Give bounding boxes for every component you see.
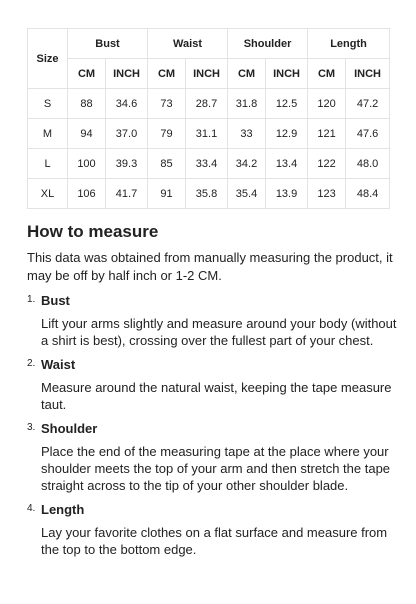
step-title: Shoulder <box>41 421 98 436</box>
list-item <box>27 356 397 413</box>
table-cell: 12.5 <box>266 89 308 119</box>
table-row <box>28 179 390 209</box>
unit-cm-header: CM <box>68 59 106 89</box>
table-cell: 120 <box>308 89 346 119</box>
how-to-measure-title: How to measure <box>27 222 159 241</box>
table-cell: 94 <box>68 119 106 149</box>
table-cell: 73 <box>148 89 186 119</box>
size-cell: XL <box>28 179 68 209</box>
step-number: 2. <box>27 358 36 369</box>
unit-cm-header: CM <box>308 59 346 89</box>
list-item <box>27 420 397 494</box>
table-cell: 12.9 <box>266 119 308 149</box>
table-header-row-groups <box>28 29 390 59</box>
size-chart-table <box>27 28 390 209</box>
table-row <box>28 149 390 179</box>
table-cell: 13.4 <box>266 149 308 179</box>
size-cell: S <box>28 89 68 119</box>
size-header: Size <box>28 29 68 89</box>
table-cell: 33.4 <box>186 149 228 179</box>
step-description: Lift your arms slightly and measure around your body (without a shirt is best), crossing over the fullest part of your chest. <box>41 316 397 348</box>
step-title: Length <box>41 502 85 517</box>
table-cell: 33 <box>228 119 266 149</box>
step-description: Measure around the natural waist, keeping the tape measure taut. <box>41 380 392 412</box>
unit-cm-header: CM <box>228 59 266 89</box>
table-cell: 47.2 <box>346 89 390 119</box>
table-row <box>28 89 390 119</box>
step-number: 1. <box>27 294 36 305</box>
step-title: Bust <box>41 293 70 308</box>
list-item <box>27 292 397 349</box>
step-number: 3. <box>27 422 36 433</box>
unit-inch-header: INCH <box>266 59 308 89</box>
table-cell: 35.4 <box>228 179 266 209</box>
table-header-row-units <box>28 59 390 89</box>
table-cell: 79 <box>148 119 186 149</box>
table-cell: 13.9 <box>266 179 308 209</box>
unit-inch-header: INCH <box>346 59 390 89</box>
table-cell: 48.0 <box>346 149 390 179</box>
table-cell: 91 <box>148 179 186 209</box>
table-cell: 85 <box>148 149 186 179</box>
table-cell: 41.7 <box>106 179 148 209</box>
unit-inch-header: INCH <box>106 59 148 89</box>
table-cell: 39.3 <box>106 149 148 179</box>
table-cell: 100 <box>68 149 106 179</box>
measure-steps-list <box>27 292 397 565</box>
table-cell: 106 <box>68 179 106 209</box>
table-row <box>28 119 390 149</box>
size-cell: L <box>28 149 68 179</box>
shoulder-header: Shoulder <box>228 29 308 59</box>
step-number: 4. <box>27 503 36 514</box>
table-cell: 122 <box>308 149 346 179</box>
measure-intro-text: This data was obtained from manually measuring the product, it may be off by half inch or 1-2 CM. <box>27 250 393 283</box>
table-cell: 37.0 <box>106 119 148 149</box>
table-cell: 31.1 <box>186 119 228 149</box>
table-cell: 35.8 <box>186 179 228 209</box>
list-item <box>27 501 397 558</box>
table-cell: 88 <box>68 89 106 119</box>
table-cell: 48.4 <box>346 179 390 209</box>
unit-cm-header: CM <box>148 59 186 89</box>
unit-inch-header: INCH <box>186 59 228 89</box>
table-cell: 121 <box>308 119 346 149</box>
table-cell: 47.6 <box>346 119 390 149</box>
table-cell: 123 <box>308 179 346 209</box>
length-header: Length <box>308 29 390 59</box>
size-cell: M <box>28 119 68 149</box>
waist-header: Waist <box>148 29 228 59</box>
bust-header: Bust <box>68 29 148 59</box>
table-cell: 31.8 <box>228 89 266 119</box>
step-description: Place the end of the measuring tape at the place where your shoulder meets the top of your arm and then stretch the tape straight across to the tip of your other shoulder blade. <box>41 444 391 493</box>
table-cell: 28.7 <box>186 89 228 119</box>
table-cell: 34.6 <box>106 89 148 119</box>
step-title: Waist <box>41 357 76 372</box>
step-description: Lay your favorite clothes on a flat surface and measure from the top to the bottom edge. <box>41 525 388 557</box>
table-cell: 34.2 <box>228 149 266 179</box>
